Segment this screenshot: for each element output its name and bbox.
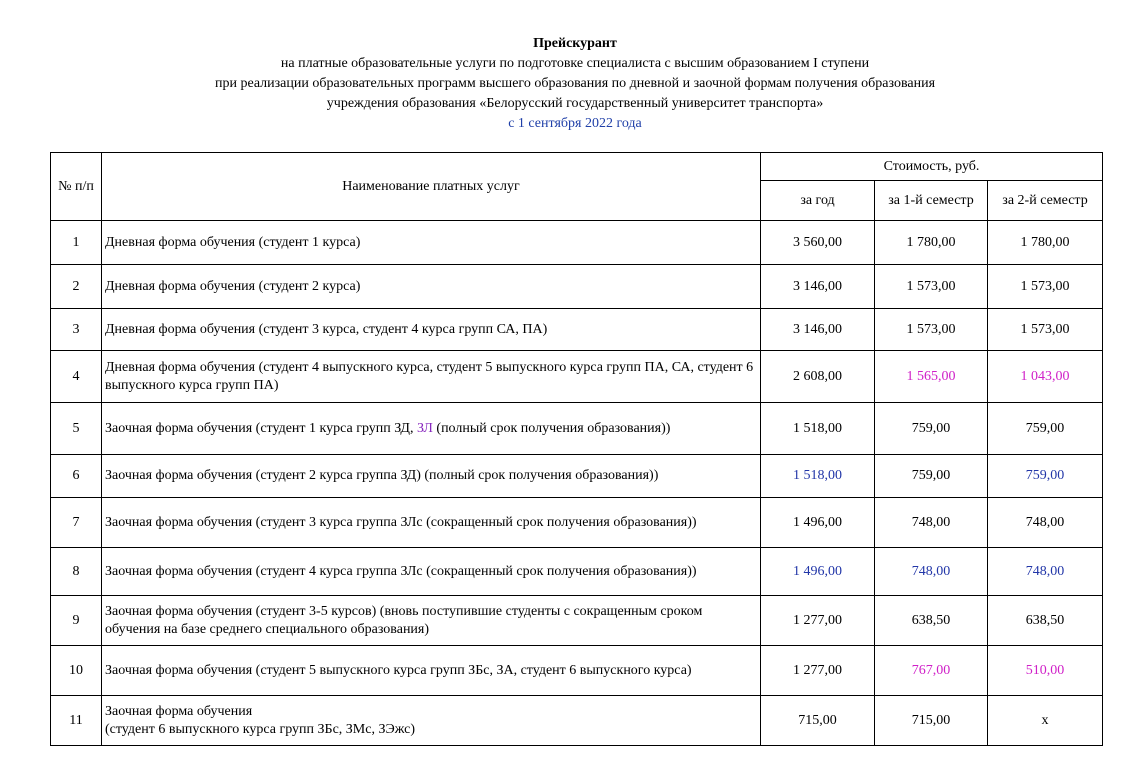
table-row (51, 351, 1103, 403)
price-semester-2: 748,00 (988, 498, 1103, 548)
table-row (51, 696, 1103, 746)
price-semester-1: 748,00 (875, 548, 988, 596)
service-name: Заочная форма обучения (студент 4 курса группа ЗЛс (сокращенный срок получения образования)) (102, 548, 761, 596)
table-row (51, 403, 1103, 455)
column-header-cost: Стоимость, руб. (761, 153, 1103, 181)
table-row (51, 455, 1103, 498)
service-name-line: Заочная форма обучения (105, 703, 253, 719)
price-year: 1 496,00 (761, 548, 875, 596)
row-number: 4 (51, 351, 102, 403)
price-semester-1: 1 573,00 (875, 309, 988, 351)
price-semester-1: 1 565,00 (875, 351, 988, 403)
service-name-part: Заочная форма обучения (студент 1 курса групп ЗД, (105, 420, 417, 436)
service-name: Дневная форма обучения (студент 3 курса, студент 4 курса групп СА, ПА) (102, 309, 761, 351)
price-semester-1: 748,00 (875, 498, 988, 548)
row-number: 10 (51, 646, 102, 696)
table-row (51, 265, 1103, 309)
price-year: 3 560,00 (761, 221, 875, 265)
table-row (51, 498, 1103, 548)
table-header-row (51, 153, 1103, 181)
service-name (102, 403, 761, 455)
price-semester-2: 1 043,00 (988, 351, 1103, 403)
subtitle-line-2: при реализации образовательных программ высшего образования по дневной и заочной формам получения образования (214, 76, 936, 91)
price-year: 1 518,00 (761, 455, 875, 498)
table-row (51, 646, 1103, 696)
price-semester-2: х (988, 696, 1103, 746)
row-number: 7 (51, 498, 102, 548)
service-name-highlight: ЗЛ (417, 420, 433, 436)
document-title: Прейскурант (533, 36, 617, 51)
price-semester-2: 759,00 (988, 403, 1103, 455)
table-row (51, 596, 1103, 646)
row-number: 5 (51, 403, 102, 455)
service-name: Заочная форма обучения (студент 5 выпускного курса групп ЗБс, ЗА, студент 6 выпускного курса) (102, 646, 761, 696)
row-number: 2 (51, 265, 102, 309)
price-semester-1: 1 573,00 (875, 265, 988, 309)
table-row (51, 221, 1103, 265)
service-name-part: (полный срок получения образования)) (432, 420, 671, 436)
row-number: 6 (51, 455, 102, 498)
column-header-semester-1: за 1-й семестр (875, 181, 988, 221)
price-semester-2: 748,00 (988, 548, 1103, 596)
price-semester-1: 715,00 (875, 696, 988, 746)
service-name-line: (студент 6 выпускного курса групп ЗБс, ЗМс, ЗЭжс) (105, 721, 416, 737)
service-name: Заочная форма обучения (студент 3 курса группа ЗЛс (сокращенный срок получения образования)) (102, 498, 761, 548)
price-semester-1: 638,50 (875, 596, 988, 646)
price-semester-2: 1 780,00 (988, 221, 1103, 265)
service-name (102, 696, 761, 746)
row-number: 8 (51, 548, 102, 596)
table-row (51, 309, 1103, 351)
row-number: 9 (51, 596, 102, 646)
price-semester-1: 1 780,00 (875, 221, 988, 265)
price-semester-2: 510,00 (988, 646, 1103, 696)
column-header-semester-2: за 2-й семестр (988, 181, 1103, 221)
price-year: 1 496,00 (761, 498, 875, 548)
price-semester-2: 759,00 (988, 455, 1103, 498)
row-number: 3 (51, 309, 102, 351)
table-row (51, 548, 1103, 596)
subtitle-line-3: учреждения образования «Белорусский государственный университет транспорта» (326, 96, 824, 111)
price-year: 1 518,00 (761, 403, 875, 455)
column-header-name: Наименование платных услуг (102, 153, 761, 221)
price-table (50, 152, 1103, 746)
price-semester-2: 1 573,00 (988, 309, 1103, 351)
price-year: 715,00 (761, 696, 875, 746)
effective-date: с 1 сентября 2022 года (508, 116, 642, 131)
price-year: 3 146,00 (761, 309, 875, 351)
row-number: 1 (51, 221, 102, 265)
price-year: 2 608,00 (761, 351, 875, 403)
price-year: 1 277,00 (761, 646, 875, 696)
service-name: Заочная форма обучения (студент 3-5 курсов) (вновь поступившие студенты с сокращенным сроком обучения на базе среднего специального образования) (102, 596, 761, 646)
price-semester-1: 759,00 (875, 455, 988, 498)
service-name: Дневная форма обучения (студент 4 выпускного курса, студент 5 выпускного курса групп ПА, СА, студент 6 выпускного курса групп ПА) (102, 351, 761, 403)
column-header-number: № п/п (51, 153, 102, 221)
price-year: 1 277,00 (761, 596, 875, 646)
column-header-year: за год (761, 181, 875, 221)
price-year: 3 146,00 (761, 265, 875, 309)
price-semester-1: 759,00 (875, 403, 988, 455)
price-semester-2: 1 573,00 (988, 265, 1103, 309)
service-name: Дневная форма обучения (студент 1 курса) (102, 221, 761, 265)
price-semester-1: 767,00 (875, 646, 988, 696)
subtitle-line-1: на платные образовательные услуги по подготовке специалиста с высшим образованием I ступени (280, 56, 870, 71)
document-header (0, 34, 1129, 134)
row-number: 11 (51, 696, 102, 746)
service-name: Заочная форма обучения (студент 2 курса группа ЗД) (полный срок получения образования)) (102, 455, 761, 498)
service-name: Дневная форма обучения (студент 2 курса) (102, 265, 761, 309)
price-semester-2: 638,50 (988, 596, 1103, 646)
